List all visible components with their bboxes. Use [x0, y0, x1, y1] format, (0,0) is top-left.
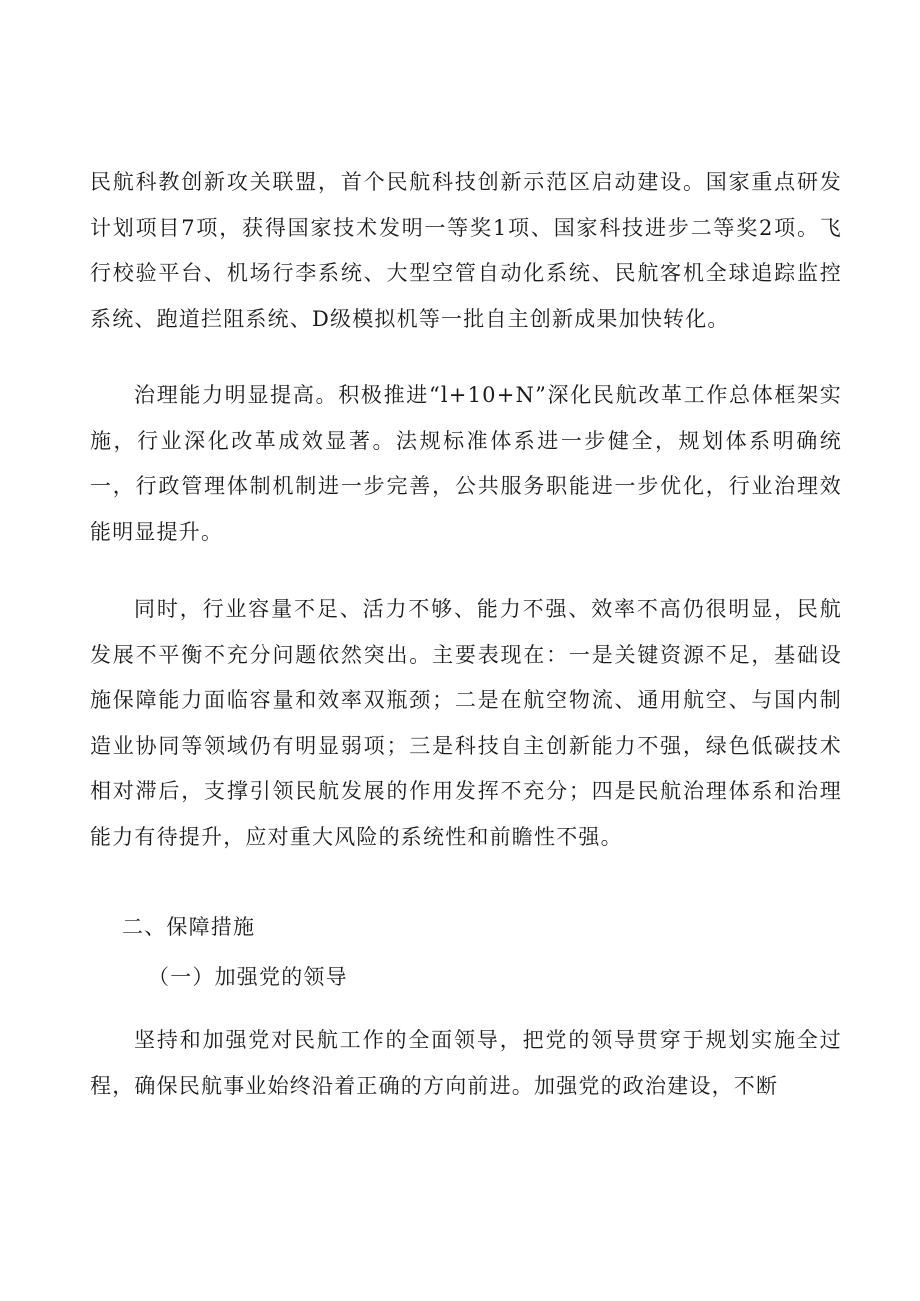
paragraph-governance-capability: 治理能力明显提高。积极推进“l+10+N”深化民航改革工作总体框架实施，行业深化改革成效显著。法规标准体系进一步健全，规划体系明确统一，行政管理体制机制进一步完善，公共服务职能进一步优化，行业治理效能明显提升。: [90, 383, 842, 544]
section-heading: 二、保障措施: [122, 915, 256, 939]
paragraph-party-leadership: 坚持和加强党对民航工作的全面领导，把党的领导贯穿于规划实施全过程，确保民航事业始终沿着正确的方向前进。加强党的政治建设，不断: [90, 1028, 842, 1098]
subsection-heading: （一）加强党的领导: [148, 965, 348, 989]
paragraph-development-problems: 同时，行业容量不足、活力不够、能力不强、效率不高仍很明显，民航发展不平衡不充分问题依然突出。主要表现在：一是关键资源不足，基础设施保障能力面临容量和效率双瓶颈；二是在航空物流、通用航空、与国内制造业协同等领域仍有明显弱项；三是科技自主创新能力不强，绿色低碳技术相对滞后，支撑引领民航发展的作用发挥不充分；四是民航治理体系和治理能力有待提升，应对重大风险的系统性和前瞻性不强。: [90, 597, 842, 849]
paragraph-innovation-achievements: 民航科教创新攻关联盟，首个民航科技创新示范区启动建设。国家重点研发计划项目7项，获得国家技术发明一等奖1项、国家科技进步二等奖2项。飞行校验平台、机场行李系统、大型空管自动化系统、民航客机全球追踪监控系统、跑道拦阻系统、D级模拟机等一批自主创新成果加快转化。: [90, 170, 842, 331]
